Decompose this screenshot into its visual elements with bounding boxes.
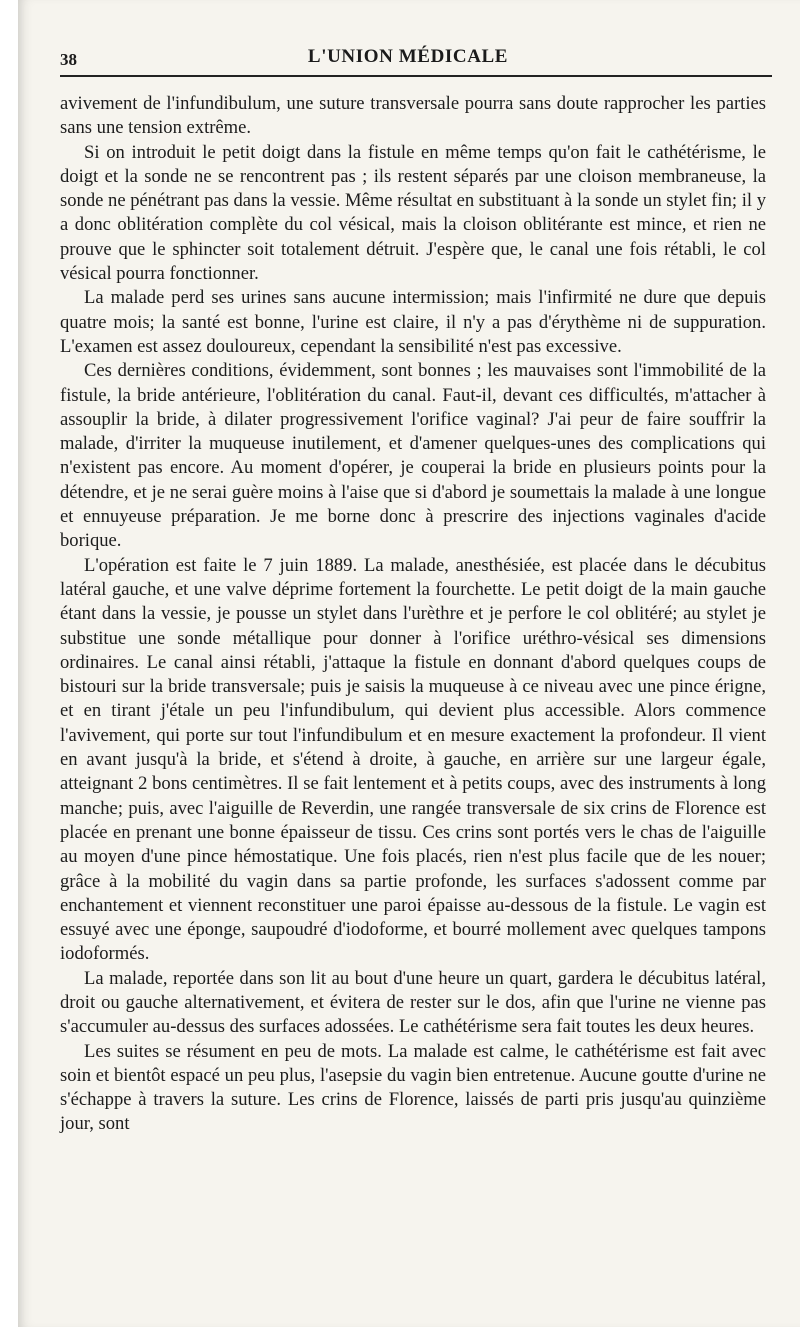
paragraph-1: avivement de l'infundibulum, une suture transversale pourra sans doute rapprocher les parties sans une tension extrême. (60, 93, 766, 139)
journal-title: L'UNION MÉDICALE (307, 46, 509, 67)
journal-page (18, 0, 800, 1327)
paragraph-4: Ces dernières conditions, évidemment, sont bonnes ; les mauvaises sont l'immobilité de la fistule, la bride antérieure, l'oblitération du canal. Faut-il, devant ces difficultés, m'attacher à assouplir la bride, à dilater progressivement l'orifice vaginal? J'ai peur de faire souffrir la malade, d'irriter la muqueuse inutilement, et d'amener quelques-unes des complications qui n'existent pas encore. Au moment d'opérer, je couperai la bride en plusieurs points pour la détendre, et je ne serai guère moins à l'aise que si d'abord je soumettais la malade à une longue et ennuyeuse préparation. Je me borne donc à prescrire des injections vaginales d'acide borique. (60, 360, 766, 552)
paragraph-5: L'opération est faite le 7 juin 1889. La malade, anesthésiée, est placée dans le décubitus latéral gauche, et une valve déprime fortement la fourchette. Le petit doigt de la main gauche étant dans la vessie, je pousse un stylet dans l'urèthre et je perfore le col oblitéré; au stylet je substitue une sonde métallique pour donner à l'orifice uréthro-vésical ses dimensions ordinaires. Le canal ainsi rétabli, j'attaque la fistule en donnant d'abord quelques coups de bistouri sur la bride transversale; puis je saisis la muqueuse à ce niveau avec une pince érigne, et en tirant j'étale un peu l'infundibulum, qui devient plus accessible. Alors commence l'avivement, qui porte sur tout l'infundibulum et en mesure exactement la profondeur. Il vient en avant jusqu'à la bride, et s'étend à droite, à gauche, en arrière sur une largeur égale, atteignant 2 bons centimètres. Il se fait lentement et à petits coups, avec des instruments à long manche; puis, avec l'aiguille de Reverdin, une rangée transversale de six crins de Florence est placée en prenant une bonne épaisseur de tissu. Ces crins sont portés vers le chas de l'aiguille au moyen d'une pince hémostatique. Une fois placés, rien n'est plus facile que de les nouer; grâce à la mobilité du vagin dans sa partie profonde, les surfaces s'adossent comme par enchantement et viennent reconstituer une paroi épaisse au-dessous de la fistule. Le vagin est essuyé avec une éponge, saupoudré d'iodoforme, et bourré mollement avec quelques tampons iodoformés. (60, 554, 766, 965)
header-rule (60, 75, 772, 77)
paragraph-7: Les suites se résument en peu de mots. La malade est calme, le cathétérisme est fait avec soin et bientôt espacé un peu plus, l'asepsie du vagin bien entretenue. Aucune goutte d'urine ne s'échappe à travers la suture. Les crins de Florence, laissés de parti pris jusqu'au quinzième jour, sont (60, 1040, 766, 1135)
running-head (60, 44, 756, 72)
article-body (60, 92, 766, 1137)
paragraph-3: La malade perd ses urines sans aucune intermission; mais l'infirmité ne dure que depuis quatre mois; la santé est bonne, l'urine est claire, il n'y a pas d'érythème ni de suppuration. L'examen est assez douloureux, cependant la sensibilité n'est pas excessive. (60, 287, 766, 357)
paragraph-6: La malade, reportée dans son lit au bout d'une heure un quart, gardera le décubitus latéral, droit ou gauche alternativement, et évitera de rester sur le dos, afin que l'urine ne vienne pas s'accumuler au-dessus des surfaces adossées. Le cathétérisme sera fait toutes les deux heures. (60, 967, 766, 1038)
page-number: 38 (60, 50, 77, 69)
paragraph-2: Si on introduit le petit doigt dans la fistule en même temps qu'on fait le cathétérisme, le doigt et la sonde ne se rencontrent pas ; ils restent séparés par une cloison membraneuse, la sonde ne pénétrant pas dans la vessie. Même résultat en substituant à la sonde un stylet fin; il y a donc oblitération complète du col vésical, mais la cloison oblitérante est mince, et rien ne prouve que le sphincter soit totalement détruit. J'espère que, le canal une fois rétabli, le col vésical pourra fonctionner. (60, 141, 766, 285)
